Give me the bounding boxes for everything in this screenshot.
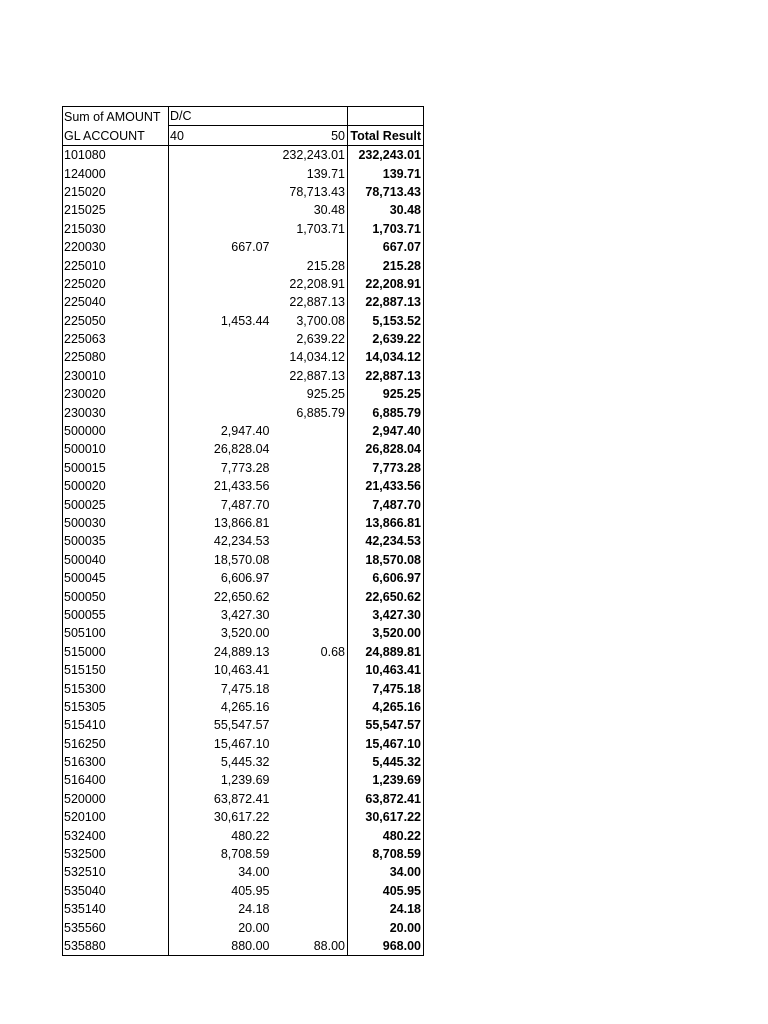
pivot-body xyxy=(63,145,424,955)
table-row xyxy=(63,550,424,568)
amount-40-cell xyxy=(169,201,272,219)
table-row xyxy=(63,403,424,421)
amount-50-cell: 232,243.01 xyxy=(282,148,345,163)
total-result-cell: 3,520.00 xyxy=(348,624,424,642)
amount-40-cell: 7,487.70 xyxy=(169,495,272,513)
gl-account-cell: 515305 xyxy=(63,698,169,716)
table-row xyxy=(63,642,424,660)
total-result-cell: 5,445.32 xyxy=(348,753,424,771)
total-result-cell: 2,947.40 xyxy=(348,422,424,440)
amount-40-cell: 880.00 xyxy=(169,937,272,956)
amount-50-cell xyxy=(272,734,348,752)
table-row xyxy=(63,716,424,734)
amount-40-cell: 24,889.13 xyxy=(169,642,272,660)
amount-50-cell xyxy=(272,863,348,881)
total-result-cell: 215.28 xyxy=(348,256,424,274)
amount-40-cell: 405.95 xyxy=(169,881,272,899)
amount-40-cell: 3,427.30 xyxy=(169,606,272,624)
amount-50-cell xyxy=(272,606,348,624)
gl-account-cell: 532500 xyxy=(63,845,169,863)
table-row xyxy=(63,624,424,642)
total-result-cell: 3,427.30 xyxy=(348,606,424,624)
table-row xyxy=(63,881,424,899)
total-result-cell: 24.18 xyxy=(348,900,424,918)
table-row xyxy=(63,275,424,293)
gl-account-cell: 516400 xyxy=(63,771,169,789)
amount-40-cell: 30,617.22 xyxy=(169,808,272,826)
gl-account-cell: 500000 xyxy=(63,422,169,440)
table-row xyxy=(63,256,424,274)
amount-50-cell xyxy=(272,422,348,440)
amount-50-cell: 14,034.12 xyxy=(289,350,345,365)
amount-50-cell xyxy=(272,587,348,605)
amount-40-cell xyxy=(169,366,272,384)
amount-50-cell: 22,887.13 xyxy=(289,368,345,383)
total-result-cell: 63,872.41 xyxy=(348,789,424,807)
gl-account-cell: 520000 xyxy=(63,789,169,807)
gl-account-cell: 124000 xyxy=(63,164,169,182)
header-blank-cell xyxy=(348,107,424,126)
total-result-cell: 7,773.28 xyxy=(348,458,424,476)
total-result-cell: 1,703.71 xyxy=(348,219,424,237)
gl-account-cell: 500030 xyxy=(63,514,169,532)
table-row xyxy=(63,918,424,936)
amount-50-cell xyxy=(272,495,348,513)
total-result-cell: 667.07 xyxy=(348,238,424,256)
amount-40-cell: 5,445.32 xyxy=(169,753,272,771)
amount-40-cell xyxy=(169,403,272,421)
total-result-cell: 10,463.41 xyxy=(348,661,424,679)
amount-50-cell xyxy=(272,458,348,476)
amount-50-cell xyxy=(272,440,348,458)
amount-50-cell: 215.28 xyxy=(306,258,345,273)
total-result-cell: 22,887.13 xyxy=(348,366,424,384)
gl-account-cell: 500010 xyxy=(63,440,169,458)
table-row xyxy=(63,201,424,219)
table-row xyxy=(63,145,424,164)
table-row xyxy=(63,771,424,789)
gl-account-cell: 516300 xyxy=(63,753,169,771)
total-result-cell: 20.00 xyxy=(348,918,424,936)
amount-40-cell xyxy=(169,293,272,311)
amount-40-cell: 21,433.56 xyxy=(169,477,272,495)
total-result-cell: 1,239.69 xyxy=(348,771,424,789)
gl-account-cell: 220030 xyxy=(63,238,169,256)
total-result-cell: 6,606.97 xyxy=(348,569,424,587)
total-result-cell: 2,639.22 xyxy=(348,330,424,348)
total-result-cell: 34.00 xyxy=(348,863,424,881)
amount-40-cell: 24.18 xyxy=(169,900,272,918)
gl-account-cell: 515410 xyxy=(63,716,169,734)
amount-50-cell: 22,887.13 xyxy=(289,295,345,310)
table-row xyxy=(63,606,424,624)
amount-40-cell: 3,520.00 xyxy=(169,624,272,642)
amount-40-cell: 55,547.57 xyxy=(169,716,272,734)
amount-50-cell: 1,703.71 xyxy=(296,221,345,236)
total-result-cell: 925.25 xyxy=(348,385,424,403)
amount-40-cell xyxy=(169,145,272,164)
amount-50-cell xyxy=(272,753,348,771)
table-row xyxy=(63,440,424,458)
amount-40-cell: 22,650.62 xyxy=(169,587,272,605)
amount-40-cell: 6,606.97 xyxy=(169,569,272,587)
amount-50-cell xyxy=(272,918,348,936)
gl-account-cell: 535880 xyxy=(63,937,169,956)
amount-50-cell: 88.00 xyxy=(272,937,348,956)
total-result-cell: 405.95 xyxy=(348,881,424,899)
gl-account-cell: 225010 xyxy=(63,256,169,274)
column-header-50: 50 xyxy=(272,126,348,145)
amount-40-cell: 20.00 xyxy=(169,918,272,936)
amount-40-cell: 18,570.08 xyxy=(169,550,272,568)
table-row xyxy=(63,679,424,697)
table-row xyxy=(63,514,424,532)
gl-account-cell: 215030 xyxy=(63,219,169,237)
gl-account-cell: 500045 xyxy=(63,569,169,587)
amount-50-cell: 6,885.79 xyxy=(296,405,345,420)
amount-50-cell: 0.68 xyxy=(320,644,345,659)
amount-40-cell xyxy=(169,219,272,237)
table-row xyxy=(63,422,424,440)
table-row xyxy=(63,569,424,587)
amount-40-cell: 10,463.41 xyxy=(169,661,272,679)
table-row xyxy=(63,477,424,495)
gl-account-cell: 500035 xyxy=(63,532,169,550)
amount-50-cell: 3,700.08 xyxy=(296,313,345,328)
total-result-cell: 21,433.56 xyxy=(348,477,424,495)
total-result-cell: 13,866.81 xyxy=(348,514,424,532)
table-row xyxy=(63,183,424,201)
amount-50-cell xyxy=(272,826,348,844)
total-result-cell: 5,153.52 xyxy=(348,311,424,329)
amount-40-cell: 34.00 xyxy=(169,863,272,881)
gl-account-cell: 505100 xyxy=(63,624,169,642)
gl-account-cell: 500020 xyxy=(63,477,169,495)
table-row xyxy=(63,808,424,826)
gl-account-cell: 520100 xyxy=(63,808,169,826)
gl-account-cell: 230020 xyxy=(63,385,169,403)
amount-40-cell: 7,773.28 xyxy=(169,458,272,476)
amount-50-cell xyxy=(272,477,348,495)
table-row xyxy=(63,661,424,679)
total-result-cell: 78,713.43 xyxy=(348,183,424,201)
amount-50-cell xyxy=(272,771,348,789)
total-result-cell: 968.00 xyxy=(348,937,424,956)
table-row xyxy=(63,845,424,863)
amount-40-cell: 667.07 xyxy=(169,238,272,256)
table-row xyxy=(63,330,424,348)
amount-50-cell xyxy=(272,881,348,899)
table-row xyxy=(63,458,424,476)
pivot-table xyxy=(62,106,424,956)
table-row xyxy=(63,238,424,256)
total-result-cell: 42,234.53 xyxy=(348,532,424,550)
table-row xyxy=(63,863,424,881)
total-result-cell: 30,617.22 xyxy=(348,808,424,826)
row-field-label: GL ACCOUNT xyxy=(63,126,169,145)
amount-40-cell xyxy=(169,164,272,182)
gl-account-cell: 535560 xyxy=(63,918,169,936)
column-header-total: Total Result xyxy=(348,126,424,145)
amount-40-cell: 8,708.59 xyxy=(169,845,272,863)
total-result-cell: 26,828.04 xyxy=(348,440,424,458)
gl-account-cell: 500055 xyxy=(63,606,169,624)
gl-account-cell: 535040 xyxy=(63,881,169,899)
total-result-cell: 480.22 xyxy=(348,826,424,844)
total-result-cell: 18,570.08 xyxy=(348,550,424,568)
total-result-cell: 55,547.57 xyxy=(348,716,424,734)
gl-account-cell: 215025 xyxy=(63,201,169,219)
amount-40-cell: 7,475.18 xyxy=(169,679,272,697)
gl-account-cell: 225050 xyxy=(63,311,169,329)
amount-40-cell: 42,234.53 xyxy=(169,532,272,550)
table-row xyxy=(63,900,424,918)
total-result-cell: 22,208.91 xyxy=(348,275,424,293)
gl-account-cell: 215020 xyxy=(63,183,169,201)
table-row xyxy=(63,734,424,752)
amount-40-cell xyxy=(169,275,272,293)
amount-50-cell: 925.25 xyxy=(306,387,345,402)
total-result-cell: 7,487.70 xyxy=(348,495,424,513)
amount-40-cell xyxy=(169,183,272,201)
gl-account-cell: 101080 xyxy=(63,145,169,164)
gl-account-cell: 230030 xyxy=(63,403,169,421)
gl-account-cell: 500050 xyxy=(63,587,169,605)
table-row xyxy=(63,753,424,771)
amount-50-cell: 30.48 xyxy=(313,203,345,218)
amount-50-cell xyxy=(272,550,348,568)
gl-account-cell: 532510 xyxy=(63,863,169,881)
amount-40-cell: 26,828.04 xyxy=(169,440,272,458)
amount-50-cell xyxy=(272,624,348,642)
amount-40-cell: 13,866.81 xyxy=(169,514,272,532)
amount-50-cell: 139.71 xyxy=(306,166,345,181)
total-result-cell: 232,243.01 xyxy=(348,145,424,164)
amount-50-cell xyxy=(272,679,348,697)
total-result-cell: 22,650.62 xyxy=(348,587,424,605)
table-row xyxy=(63,937,424,956)
table-row xyxy=(63,587,424,605)
gl-account-cell: 500015 xyxy=(63,458,169,476)
amount-40-cell: 63,872.41 xyxy=(169,789,272,807)
amount-50-cell xyxy=(272,569,348,587)
gl-account-cell: 225080 xyxy=(63,348,169,366)
total-result-cell: 24,889.81 xyxy=(348,642,424,660)
amount-40-cell: 1,239.69 xyxy=(169,771,272,789)
total-result-cell: 22,887.13 xyxy=(348,293,424,311)
gl-account-cell: 230010 xyxy=(63,366,169,384)
table-row xyxy=(63,826,424,844)
table-row xyxy=(63,366,424,384)
table-row xyxy=(63,789,424,807)
amount-50-cell xyxy=(272,845,348,863)
amount-40-cell: 480.22 xyxy=(169,826,272,844)
total-result-cell: 30.48 xyxy=(348,201,424,219)
total-result-cell: 6,885.79 xyxy=(348,403,424,421)
amount-50-cell xyxy=(272,661,348,679)
table-row xyxy=(63,532,424,550)
amount-50-cell xyxy=(272,789,348,807)
amount-50-cell xyxy=(272,238,348,256)
gl-account-cell: 225063 xyxy=(63,330,169,348)
table-row xyxy=(63,698,424,716)
gl-account-cell: 225020 xyxy=(63,275,169,293)
amount-50-cell: 2,639.22 xyxy=(296,332,345,347)
gl-account-cell: 516250 xyxy=(63,734,169,752)
table-row xyxy=(63,293,424,311)
amount-40-cell: 2,947.40 xyxy=(169,422,272,440)
amount-50-cell: 22,208.91 xyxy=(289,276,345,291)
amount-40-cell: 15,467.10 xyxy=(169,734,272,752)
table-row xyxy=(63,495,424,513)
amount-50-cell xyxy=(272,532,348,550)
total-result-cell: 7,475.18 xyxy=(348,679,424,697)
table-row xyxy=(63,164,424,182)
table-row xyxy=(63,219,424,237)
gl-account-cell: 532400 xyxy=(63,826,169,844)
pivot-column-header-row xyxy=(63,126,424,145)
total-result-cell: 8,708.59 xyxy=(348,845,424,863)
header-blank-cell xyxy=(272,107,348,126)
total-result-cell: 4,265.16 xyxy=(348,698,424,716)
gl-account-cell: 500040 xyxy=(63,550,169,568)
column-field-label: D/C xyxy=(169,107,272,126)
table-row xyxy=(63,348,424,366)
table-row xyxy=(63,385,424,403)
amount-40-cell xyxy=(169,348,272,366)
table-row xyxy=(63,311,424,329)
gl-account-cell: 515000 xyxy=(63,642,169,660)
amount-40-cell: 4,265.16 xyxy=(169,698,272,716)
total-result-cell: 15,467.10 xyxy=(348,734,424,752)
corner-label: Sum of AMOUNT xyxy=(63,107,169,126)
amount-50-cell: 78,713.43 xyxy=(289,184,345,199)
amount-50-cell xyxy=(272,514,348,532)
pivot-header-row xyxy=(63,107,424,126)
amount-40-cell: 1,453.44 xyxy=(169,311,272,329)
total-result-cell: 14,034.12 xyxy=(348,348,424,366)
total-result-cell: 139.71 xyxy=(348,164,424,182)
amount-40-cell xyxy=(169,330,272,348)
gl-account-cell: 515300 xyxy=(63,679,169,697)
amount-50-cell xyxy=(272,716,348,734)
amount-40-cell xyxy=(169,256,272,274)
gl-account-cell: 225040 xyxy=(63,293,169,311)
gl-account-cell: 535140 xyxy=(63,900,169,918)
amount-50-cell xyxy=(272,900,348,918)
column-header-40: 40 xyxy=(169,126,272,145)
amount-40-cell xyxy=(169,385,272,403)
amount-50-cell xyxy=(272,698,348,716)
amount-50-cell xyxy=(272,808,348,826)
gl-account-cell: 500025 xyxy=(63,495,169,513)
gl-account-cell: 515150 xyxy=(63,661,169,679)
